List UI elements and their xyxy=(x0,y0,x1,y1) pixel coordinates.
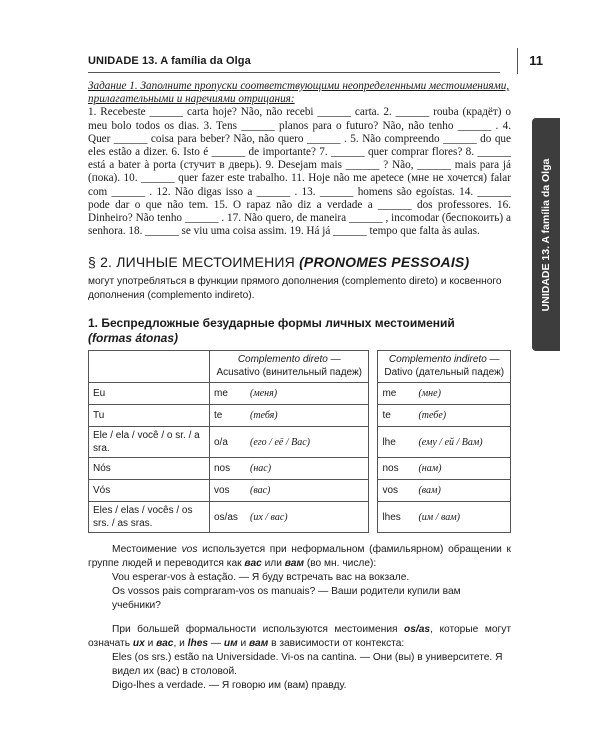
direct-ru-cell: (меня) xyxy=(246,383,369,405)
indirect-cell: te xyxy=(378,405,415,427)
direct-cell: nos xyxy=(210,458,247,480)
table-header-direct xyxy=(210,351,369,383)
indirect-cell: vos xyxy=(378,480,415,502)
subsection-title-line2: (formas átonas) xyxy=(88,331,179,346)
table-row xyxy=(89,502,511,533)
table-gap xyxy=(369,427,378,458)
text-run: Местоимение xyxy=(112,544,182,556)
header-rule xyxy=(88,72,500,73)
indirect-ru-cell: (им / вам) xyxy=(414,502,510,533)
section-intro: могут употребляться в функции прямого дополнения (complemento direto) и косвенного дополнения (complemento indireto). xyxy=(88,276,502,301)
section-number: § 2. xyxy=(88,254,113,271)
header-indirect-line2: Dativo (дательный падеж) xyxy=(384,366,505,378)
vos-explanation xyxy=(88,543,511,571)
term-vas: вас xyxy=(156,638,174,650)
header-divider xyxy=(517,48,518,74)
text-run: — xyxy=(208,638,224,650)
header-direct-line2: Acusativo (винительный падеж) xyxy=(216,366,363,378)
indirect-ru-cell: (тебе) xyxy=(414,405,510,427)
pronoun-table xyxy=(88,350,511,533)
running-title: UNIDADE 13. A família da Olga xyxy=(88,55,251,67)
header-indirect-line1: Complemento indireto — xyxy=(388,354,500,366)
indirect-cell: lhe xyxy=(378,427,415,458)
table-row xyxy=(89,480,511,502)
text-run: , и xyxy=(173,638,188,650)
table-header-row xyxy=(89,351,511,383)
term-ikh: их xyxy=(132,638,145,650)
table-gap xyxy=(369,383,378,405)
subsection-title-line1: 1. Беспредложные безударные формы личных местоимений xyxy=(88,316,455,331)
indirect-cell: me xyxy=(378,383,415,405)
indirect-ru-cell: (вам) xyxy=(414,480,510,502)
page-header xyxy=(88,55,543,77)
table-header-empty xyxy=(89,351,210,383)
direct-ru-cell: (вас) xyxy=(246,480,369,502)
section-title-pt: (PRONOMES PESSOAIS) xyxy=(299,254,470,271)
direct-cell: os/as xyxy=(210,502,247,533)
direct-cell: o/a xyxy=(210,427,247,458)
table-row xyxy=(89,383,511,405)
example-line: Vou esperar-vos à estação. — Я буду встречать вас на вокзале. xyxy=(112,572,410,584)
table-gap xyxy=(369,351,378,383)
section-title xyxy=(88,256,511,269)
chapter-side-tab xyxy=(532,118,560,351)
example-line: Digo-lhes a verdade. — Я говорю им (вам) правду. xyxy=(112,680,347,692)
direct-cell: vos xyxy=(210,480,247,502)
table-gap xyxy=(369,405,378,427)
indirect-ru-cell: (мне) xyxy=(414,383,510,405)
example-line: Eles (os srs.) estão na Universidade. Vi-os na cantina. — Они (вы) в университете. Я видел их (вас) в столовой. xyxy=(112,652,503,678)
table-row xyxy=(89,405,511,427)
table-row xyxy=(89,458,511,480)
formal-explanation xyxy=(88,623,511,651)
direct-ru-cell: (его / её / Вас) xyxy=(246,427,369,458)
direct-ru-cell: (нас) xyxy=(246,458,369,480)
term-vos: vos xyxy=(181,544,198,556)
person-cell: Nós xyxy=(89,458,210,480)
indirect-cell: lhes xyxy=(378,502,415,533)
term-vam: вам xyxy=(249,638,269,650)
text-run: (во мн. числе): xyxy=(304,558,377,570)
direct-ru-cell: (их / вас) xyxy=(246,502,369,533)
term-osas: os/as xyxy=(404,624,431,636)
table-header-indirect xyxy=(378,351,511,383)
term-vas: вас xyxy=(244,558,262,570)
direct-cell: te xyxy=(210,405,247,427)
term-im: им xyxy=(223,638,238,650)
term-lhes: lhes xyxy=(187,638,209,650)
side-tab-label: UNIDADE 13. A família da Olga xyxy=(540,158,552,311)
indirect-ru-cell: (нам) xyxy=(414,458,510,480)
page-content xyxy=(88,80,511,693)
page-number: 11 xyxy=(529,53,543,68)
person-cell: Vós xyxy=(89,480,210,502)
text-run: , которые могут означать xyxy=(88,624,511,650)
direct-ru-cell: (тебя) xyxy=(246,405,369,427)
indirect-ru-cell: (ему / ей / Вам) xyxy=(414,427,510,458)
table-gap xyxy=(369,458,378,480)
text-run: используется при неформальном (фамильярном) обращении к группе людей и переводится как xyxy=(88,544,511,570)
exercise-heading: Задание 1. Заполните пропуски соответствующими неопределенными местоимениями, прилагательными и наречиями отрицания: xyxy=(88,80,510,106)
text-run: и xyxy=(144,638,157,650)
subsection-title xyxy=(88,316,511,346)
term-vam: вам xyxy=(284,558,305,570)
indirect-cell: nos xyxy=(378,458,415,480)
person-cell: Eu xyxy=(89,383,210,405)
text-run: в зависимости от контекста: xyxy=(268,638,405,650)
text-run: При большей формальности используются местоимения xyxy=(112,624,405,636)
person-cell: Ele / ela / você / o sr. / a sra. xyxy=(89,427,210,458)
table-row xyxy=(89,427,511,458)
table-gap xyxy=(369,480,378,502)
text-run: и xyxy=(237,638,250,650)
text-run: или xyxy=(261,558,285,570)
person-cell: Tu xyxy=(89,405,210,427)
person-cell: Eles / elas / vocês / os srs. / as sras. xyxy=(89,502,210,533)
direct-cell: me xyxy=(210,383,247,405)
example-line: Os vossos pais compraram-vos os manuais? — Ваши родители купили вам учебники? xyxy=(112,586,461,612)
exercise-block xyxy=(88,80,511,238)
section-title-ru: ЛИЧНЫЕ МЕСТОИМЕНИЯ xyxy=(116,254,295,271)
table-gap xyxy=(369,502,378,533)
header-direct-line1: Complemento direto — xyxy=(237,354,341,366)
exercise-sentences: 1. Recebeste ______ carta hoje? Não, não recebi ______ carta. 2. ______ rouba (крадёт) o meu bolo todos os dias. 3. Tens ______ planos para o futuro? Não, não tenho ______ . 4. Quer ______ coisa para beber? Não, não quero ______ . 5. Não compreendo ______ do que eles estão a dizer. 6. Isto é ______ de importante? 7. ______ quer comprar flores? 8. ______ está a bater à porta (стучит в дверь). 9. Desejam mais ______ ? Não, ______ mais para já (пока). 10. ______ quer fazer este trabalho. 11. Hoje não me apetece (мне не хочется) falar com ______ . 12. Não digas isso a ______ . 13. ______ homens são egoístas. 14. ______ pode dar o que não tem. 15. O rapaz não diz a verdade a ______ dos professores. 16. Dinheiro? Não tenho ______ . 17. Não quero, de maneira ______ , incomodar (беспокоить) a senhora. 18. ______ se viu uma coisa assim. 19. Há já ______ tempo que falta às aulas. xyxy=(88,106,511,238)
